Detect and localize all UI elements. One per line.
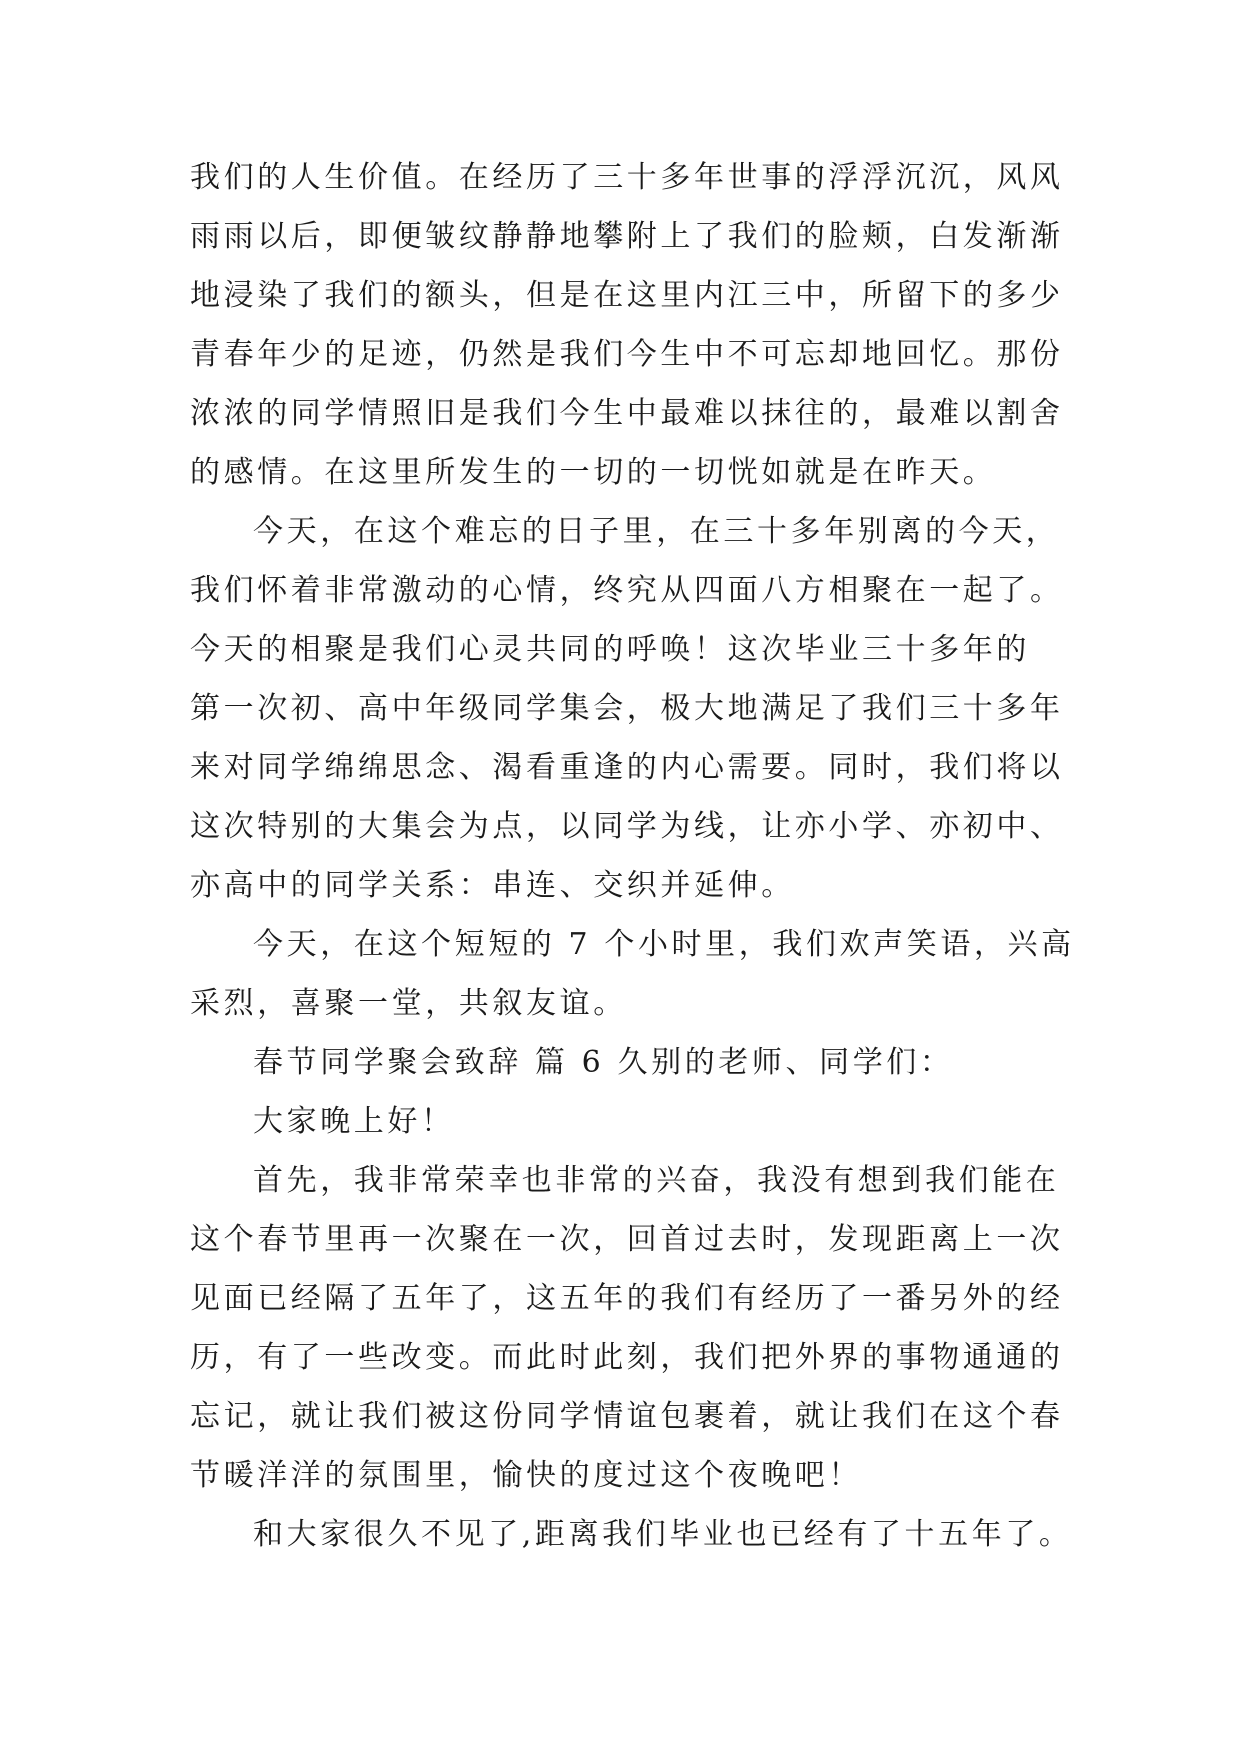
greeting-line: 大家晚上好！ [253, 1104, 455, 1139]
text-line: 青春年少的足迹，仍然是我们今生中不可忘却地回忆。那份 [190, 337, 1064, 372]
text-line: 采烈，喜聚一堂，共叙友谊。 [190, 986, 627, 1021]
paragraph-first-line: 今天，在这个短短的 7 个小时里，我们欢声笑语，兴高 [253, 927, 1075, 962]
text-line: 这次特别的大集会为点，以同学为线，让亦小学、亦初中、 [190, 809, 1064, 844]
text-line: 今天的相聚是我们心灵共同的呼唤！这次毕业三十多年的 [190, 632, 1030, 667]
paragraph-first-line: 首先，我非常荣幸也非常的兴奋，我没有想到我们能在 [253, 1163, 1060, 1198]
text-line: 这个春节里再一次聚在一次，回首过去时，发现距离上一次 [190, 1222, 1064, 1257]
text-line: 雨雨以后，即便皱纹静静地攀附上了我们的脸颊，白发渐渐 [190, 219, 1064, 254]
text-line: 历，有了一些改变。而此时此刻，我们把外界的事物通通的 [190, 1340, 1064, 1375]
text-line: 的感情。在这里所发生的一切的一切恍如就是在昨天。 [190, 455, 997, 490]
text-line: 浓浓的同学情照旧是我们今生中最难以抹往的，最难以割舍 [190, 396, 1064, 431]
section-heading-line: 春节同学聚会致辞 篇 6 久别的老师、同学们： [253, 1045, 954, 1080]
text-line: 第一次初、高中年级同学集会，极大地满足了我们三十多年 [190, 691, 1064, 726]
text-line: 节暖洋洋的氛围里，愉快的度过这个夜晚吧！ [190, 1458, 862, 1493]
text-line: 忘记，就让我们被这份同学情谊包裹着，就让我们在这个春 [190, 1399, 1064, 1434]
paragraph-first-line: 和大家很久不见了,距离我们毕业也已经有了十五年了。 [253, 1517, 1073, 1552]
text-line: 地浸染了我们的额头，但是在这里内江三中，所留下的多少 [190, 278, 1064, 313]
text-line: 见面已经隔了五年了，这五年的我们有经历了一番另外的经 [190, 1281, 1064, 1316]
paragraph-first-line: 今天，在这个难忘的日子里，在三十多年别离的今天， [253, 514, 1060, 549]
text-line: 亦高中的同学关系：串连、交织并延伸。 [190, 868, 795, 903]
document-body [190, 148, 1075, 1564]
text-line: 我们的人生价值。在经历了三十多年世事的浮浮沉沉，风风 [190, 160, 1064, 195]
text-line: 我们怀着非常激动的心情，终究从四面八方相聚在一起了。 [190, 573, 1064, 608]
text-line: 来对同学绵绵思念、渴看重逢的内心需要。同时，我们将以 [190, 750, 1064, 785]
